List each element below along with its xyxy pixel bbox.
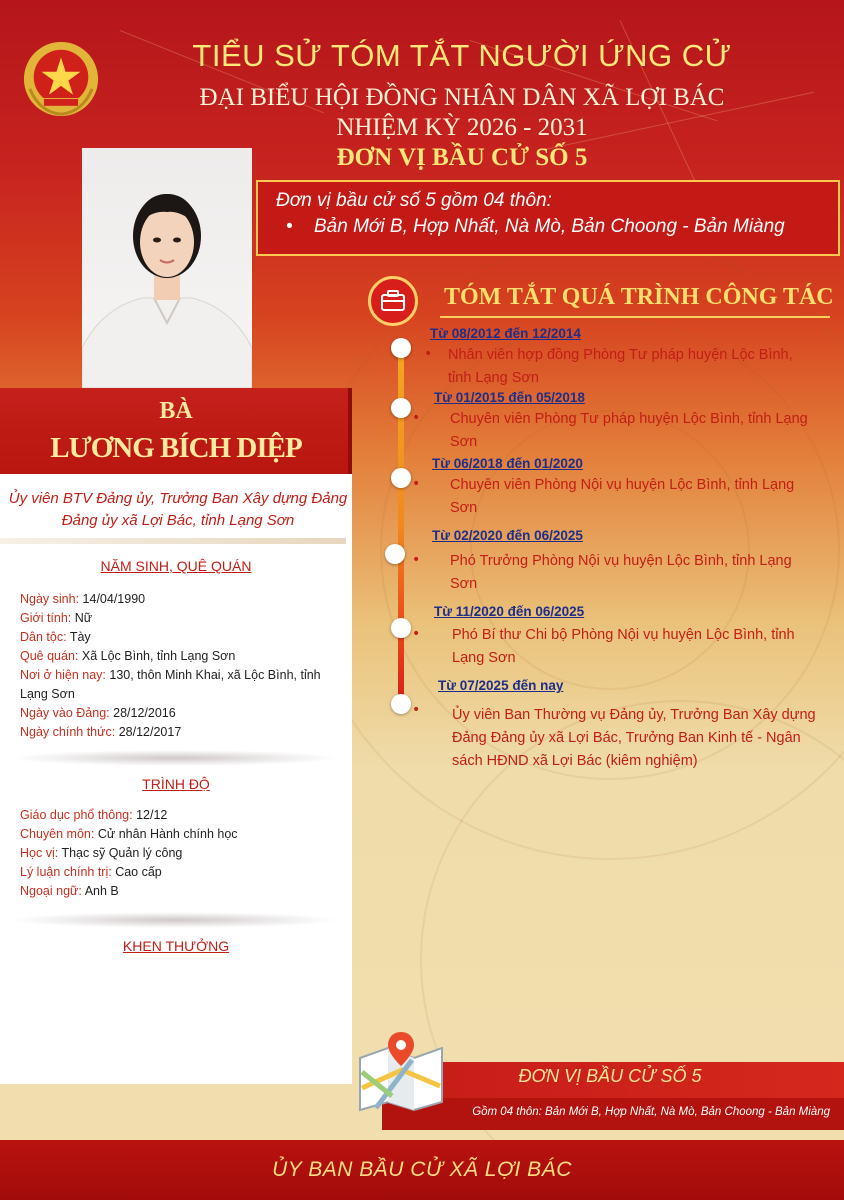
timeline-description: Phó Trưởng Phòng Nội vụ huyện Lộc Bình, tỉnh Lạng Sơn xyxy=(450,553,792,592)
timeline-bullet: • xyxy=(412,552,421,568)
timeline-description: Ủy viên Ban Thường vụ Đảng ủy, Trưởng Ban Xây dựng Đảng Đảng ủy xã Lợi Bác, Trưởng Ban Kinh tế - Ngân sách HĐND xã Lợi Bác (kiêm nghiệm) xyxy=(452,707,816,769)
info-label: Nơi ở hiện nay: xyxy=(20,668,106,682)
info-label: Ngày sinh: xyxy=(20,592,80,606)
info-value: 12/12 xyxy=(136,808,168,822)
candidate-name: LƯƠNG BÍCH DIỆP xyxy=(50,432,302,464)
info-label: Dân tộc: xyxy=(20,630,67,644)
info-row xyxy=(20,844,348,863)
candidate-photo xyxy=(82,148,252,388)
info-value: Xã Lộc Bình, tỉnh Lạng Sơn xyxy=(81,649,236,663)
timeline-dot xyxy=(385,544,405,564)
divider xyxy=(0,538,346,544)
info-row xyxy=(20,863,348,882)
timeline-date: Từ 02/2020 đến 06/2025 xyxy=(432,528,583,543)
timeline-line xyxy=(398,342,404,706)
document-title: TIỂU SỬ TÓM TẮT NGƯỜI ỨNG CỬ xyxy=(192,38,732,73)
info-value: 14/04/1990 xyxy=(82,592,146,606)
council-subtitle: ĐẠI BIỂU HỘI ĐỒNG NHÂN DÂN XÃ LỢI BÁC xyxy=(199,84,725,111)
map-banner-title: ĐƠN VỊ BẦU CỬ SỐ 5 xyxy=(518,1066,702,1086)
portrait-illustration xyxy=(82,148,252,388)
timeline-dot xyxy=(391,398,411,418)
unit-box-villages-text: Bản Mới B, Hợp Nhất, Nà Mò, Bản Choong - Bản Miàng xyxy=(314,216,785,237)
info-label: Chuyên môn: xyxy=(20,827,95,841)
info-row xyxy=(20,666,348,704)
unit-box-line: Đơn vị bầu cử số 5 gồm 04 thôn: xyxy=(276,190,552,211)
timeline-date: Từ 11/2020 đến 06/2025 xyxy=(434,604,585,619)
info-label: Ngày vào Đảng: xyxy=(20,706,110,720)
map-pin-icon xyxy=(352,1030,450,1112)
birth-info-list xyxy=(20,590,348,742)
info-label: Quê quán: xyxy=(20,649,79,663)
timeline-bullet: • xyxy=(412,626,421,642)
candidate-prefix: BÀ xyxy=(159,398,193,424)
info-row xyxy=(20,704,348,723)
timeline-date: Từ 08/2012 đến 12/2014 xyxy=(430,326,581,341)
timeline-dot xyxy=(391,694,411,714)
national-emblem-icon xyxy=(22,40,100,118)
info-row xyxy=(20,825,348,844)
education-info-list xyxy=(20,806,348,901)
section-separator xyxy=(10,750,340,766)
timeline-bullet: • xyxy=(424,346,433,362)
bullet: • xyxy=(286,216,293,237)
birth-section-heading: NĂM SINH, QUÊ QUÁN xyxy=(100,558,252,574)
candidate-position: Ủy viên BTV Đảng ủy, Trưởng Ban Xây dựng Đảng Đảng ủy xã Lợi Bác, tỉnh Lạng Sơn xyxy=(8,490,348,529)
info-row xyxy=(20,882,348,901)
info-row xyxy=(20,806,348,825)
info-value: 28/12/2016 xyxy=(113,706,176,720)
info-label: Ngoại ngữ: xyxy=(20,884,82,898)
timeline-description: Nhân viên hợp đồng Phòng Tư pháp huyện Lộc Bình, tỉnh Lạng Sơn xyxy=(448,347,793,386)
timeline-bullet: • xyxy=(412,410,421,426)
info-label: Lý luận chính trị: xyxy=(20,865,112,879)
electoral-unit-title: ĐƠN VỊ BẦU CỬ SỐ 5 xyxy=(336,144,588,171)
awards-section-heading: KHEN THƯỞNG xyxy=(122,938,230,954)
info-value: Anh B xyxy=(84,884,119,898)
timeline-description: Chuyên viên Phòng Nội vụ huyện Lộc Bình, tỉnh Lạng Sơn xyxy=(450,477,795,516)
info-label: Giới tính: xyxy=(20,611,72,625)
timeline-description: Chuyên viên Phòng Tư pháp huyện Lộc Bình, tỉnh Lạng Sơn xyxy=(450,411,808,450)
info-value: 130, thôn Minh Khai, xã Lộc Bình, tỉnh Lạng Sơn xyxy=(20,668,321,701)
info-label: Học vị: xyxy=(20,846,59,860)
info-value: Nữ xyxy=(74,611,93,625)
timeline-dot xyxy=(391,468,411,488)
info-row xyxy=(20,628,348,647)
timeline-date: Từ 06/2018 đến 01/2020 xyxy=(432,456,583,471)
unit-box-villages xyxy=(276,216,838,238)
timeline-bullet: • xyxy=(412,702,421,718)
info-value: Cao cấp xyxy=(115,865,162,879)
info-value: Thạc sỹ Quản lý công xyxy=(61,846,183,860)
timeline-bullet: • xyxy=(412,476,421,492)
timeline-description: Phó Bí thư Chi bộ Phòng Nội vụ huyện Lộc Bình, tỉnh Lạng Sơn xyxy=(452,627,795,666)
info-label: Ngày chính thức: xyxy=(20,725,116,739)
info-value: Tày xyxy=(69,630,91,644)
footer-text: ỦY BAN BẦU CỬ XÃ LỢI BÁC xyxy=(272,1158,572,1181)
info-value: 28/12/2017 xyxy=(118,725,182,739)
timeline-dot xyxy=(391,618,411,638)
timeline-dot xyxy=(391,338,411,358)
timeline-date: Từ 01/2015 đến 05/2018 xyxy=(434,390,585,405)
info-row xyxy=(20,723,348,742)
electoral-unit-box xyxy=(256,180,840,256)
section-separator xyxy=(10,912,340,928)
timeline-date: Từ 07/2025 đến nay xyxy=(438,678,564,693)
timeline-title: TÓM TẮT QUÁ TRÌNH CÔNG TÁC xyxy=(444,284,834,310)
map-banner-subtitle: Gồm 04 thôn: Bản Mới B, Hợp Nhất, Nà Mò, Bản Choong - Bản Miàng xyxy=(472,1106,830,1118)
term-subtitle: NHIỆM KỲ 2026 - 2031 xyxy=(336,114,588,141)
education-section-heading: TRÌNH ĐỘ xyxy=(142,776,210,792)
info-label: Giáo dục phổ thông: xyxy=(20,808,133,822)
info-row xyxy=(20,647,348,666)
info-value: Cử nhân Hành chính học xyxy=(97,827,238,841)
info-row xyxy=(20,609,348,628)
timeline-title-underline xyxy=(440,316,830,318)
briefcase-icon xyxy=(368,276,418,326)
info-row xyxy=(20,590,348,609)
